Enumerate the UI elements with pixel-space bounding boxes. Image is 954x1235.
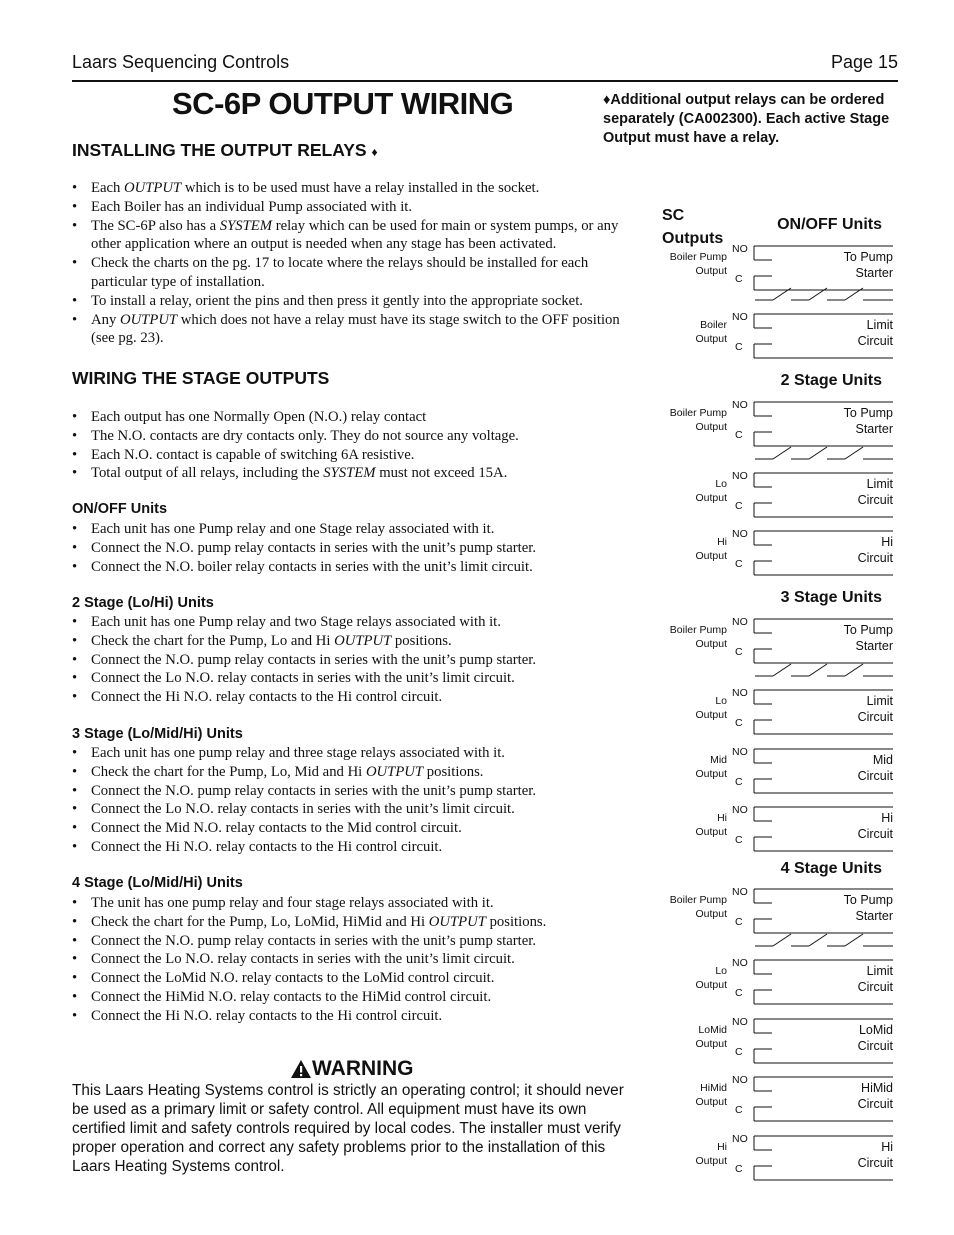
output-label-line: Output [695, 1095, 727, 1108]
bullet-text: Connect the N.O. pump relay contacts in series with the unit’s pump starter. [91, 539, 537, 556]
diamond-marker: ♦ [371, 145, 378, 159]
italic-term: OUTPUT [365, 763, 424, 780]
bullet-item [72, 651, 632, 670]
circuit-label-line: Circuit [857, 1096, 893, 1111]
c-terminal-label: C [735, 341, 743, 353]
bullet-text: Connect the Hi N.O. relay contacts to the Hi control circuit. [91, 689, 443, 706]
output-label [640, 695, 727, 722]
bullet-item [72, 838, 632, 857]
no-terminal-label: NO [732, 1133, 748, 1145]
no-terminal-label: NO [732, 957, 748, 969]
no-terminal-label: NO [732, 886, 748, 898]
bullet-text: Total output of all relays, including the [91, 465, 324, 482]
series-switch-blade [809, 288, 827, 300]
bullet-item [72, 800, 632, 819]
bullet-text: positions. [391, 632, 452, 649]
warning-title: WARNING [312, 1057, 414, 1080]
c-terminal-label: C [735, 273, 743, 285]
circuit-label-line: Limit [866, 694, 893, 708]
bullet-item [72, 558, 632, 577]
circuit-label-line: Starter [855, 421, 893, 436]
output-label-line: Lo [715, 695, 727, 707]
bullet-text: Connect the LoMid N.O. relay contacts to the LoMid control circuit. [91, 970, 495, 987]
output-label-line: Boiler Pump [669, 624, 727, 636]
circuit-label-line: Starter [855, 638, 893, 653]
bullet-item [72, 969, 632, 988]
bullet-item [72, 408, 632, 427]
output-label [640, 812, 727, 839]
bullet-text: Connect the HiMid N.O. relay contacts to the HiMid control circuit. [91, 988, 492, 1005]
output-label [640, 894, 727, 921]
circuit-label [790, 535, 893, 566]
warning-text: This Laars Heating Systems control is strictly an operating control; it should never be used as a primary limit or safety control. All equipment must have its own certified limit and safety controls required by local codes. The installer must verify proper operation and correct any safety problems prior to the installation of this Laars Heating Systems control. [72, 1082, 624, 1175]
c-terminal-label: C [735, 1104, 743, 1116]
circuit-label-line: Starter [855, 265, 893, 280]
bullet-text: Connect the N.O. pump relay contacts in series with the unit’s pump starter. [91, 782, 537, 799]
bullet-text: Connect the N.O. boiler relay contacts in series with the unit’s limit circuit. [91, 558, 533, 575]
bullet-text: The N.O. contacts are dry contacts only. They do not source any voltage. [91, 427, 519, 444]
bullet-text: Any [91, 311, 120, 328]
bullet-item [72, 819, 632, 838]
c-terminal-label: C [735, 1163, 743, 1175]
bullet-text: Connect the Lo N.O. relay contacts in series with the unit’s limit circuit. [91, 801, 515, 818]
output-label [640, 319, 727, 346]
no-terminal-label: NO [732, 687, 748, 699]
no-terminal-label: NO [732, 1016, 748, 1028]
c-terminal-label: C [735, 916, 743, 928]
output-label-line: Lo [715, 478, 727, 490]
circuit-label-line: Limit [866, 477, 893, 491]
diagram-column-header [662, 204, 723, 250]
series-switch-blade [845, 447, 863, 459]
bullet-text: Connect the Mid N.O. relay contacts to the Mid control circuit. [91, 820, 462, 837]
bullet-text: which is to be used must have a relay installed in the socket. [181, 180, 540, 196]
no-terminal-label: NO [732, 1074, 748, 1086]
circuit-label [790, 964, 893, 995]
bullet-text: To install a relay, orient the pins and then press it gently into the appropriate socket. [91, 292, 583, 309]
output-label-line: Output [695, 332, 727, 345]
wiring-heading: WIRING THE STAGE OUTPUTS [72, 368, 330, 388]
bullet-item [72, 446, 632, 465]
circuit-label-line: Circuit [857, 979, 893, 994]
c-terminal-label: C [735, 1046, 743, 1058]
circuit-label [790, 1023, 893, 1054]
no-terminal-label: NO [732, 470, 748, 482]
bullet-item [72, 311, 632, 349]
output-label-line: LoMid [698, 1024, 727, 1036]
bullet-item [72, 688, 632, 707]
italic-term: OUTPUT [119, 311, 178, 328]
circuit-label [790, 318, 893, 349]
bullet-text: positions. [423, 763, 484, 780]
italic-term: OUTPUT [428, 913, 486, 930]
bullet-text: Connect the Lo N.O. relay contacts in series with the unit’s limit circuit. [91, 951, 515, 968]
bullet-text: Check the chart for the Pump, Lo, Mid and Hi [91, 763, 366, 780]
c-terminal-label: C [735, 834, 743, 846]
diagram-section-title: 3 Stage Units [780, 589, 882, 606]
output-label [640, 1024, 727, 1051]
header-title: Laars Sequencing Controls [72, 52, 290, 72]
bullet-text: Each unit has one Pump relay and two Stage relays associated with it. [91, 614, 501, 630]
circuit-label [790, 1140, 893, 1171]
relay-note: ♦Additional output relays can be ordered separately (CA002300). Each active Stage Output must have a relay. [603, 92, 890, 146]
bullet-item [72, 632, 632, 651]
series-switch-blade [845, 664, 863, 676]
series-switch-blade [773, 664, 791, 676]
c-terminal-label: C [735, 429, 743, 441]
page-title: SC-6P OUTPUT WIRING [172, 86, 514, 121]
c-terminal-label: C [735, 500, 743, 512]
series-switch-blade [809, 664, 827, 676]
output-label-line: Output [695, 637, 727, 650]
circuit-label-line: To Pump [843, 893, 893, 907]
output-label [640, 965, 727, 992]
circuit-label-line: Circuit [857, 492, 893, 507]
bullet-text: Each output has one Normally Open (N.O.) relay contact [91, 409, 427, 425]
bullet-item [72, 254, 632, 292]
circuit-label-line: Circuit [857, 826, 893, 841]
bullet-item [72, 198, 632, 217]
bullet-text: Each unit has one pump relay and three stage relays associated with it. [91, 745, 505, 761]
circuit-label-line: HiMid [861, 1081, 893, 1095]
series-switch-blade [809, 447, 827, 459]
circuit-label-line: Circuit [857, 333, 893, 348]
circuit-label-line: Mid [872, 753, 893, 767]
circuit-label [790, 406, 893, 437]
output-label-line: Boiler Pump [669, 251, 727, 263]
diagram-section-title: 4 Stage Units [780, 860, 882, 877]
bullet-text: Connect the N.O. pump relay contacts in series with the unit’s pump starter. [91, 932, 537, 949]
circuit-label [790, 753, 893, 784]
bullet-item [72, 932, 632, 951]
circuit-label-line: Circuit [857, 709, 893, 724]
bullet-text: Check the chart for the Pump, Lo, LoMid, HiMid and Hi [91, 913, 429, 930]
output-label-line: Output [695, 825, 727, 838]
no-terminal-label: NO [732, 616, 748, 628]
warning-heading [290, 1057, 414, 1081]
circuit-label [790, 893, 893, 924]
bullet-text: must not exceed 15A. [375, 465, 508, 482]
circuit-label [790, 811, 893, 842]
no-terminal-label: NO [732, 804, 748, 816]
bullet-text: The unit has one pump relay and four stage relays associated with it. [91, 895, 494, 911]
circuit-label-line: Circuit [857, 768, 893, 783]
output-label-line: Output [695, 549, 727, 562]
diagram-header-line1: SC [662, 207, 685, 224]
output-label-line: Output [695, 907, 727, 920]
output-label [640, 251, 727, 278]
bullet-text: Connect the Lo N.O. relay contacts in series with the unit’s limit circuit. [91, 670, 515, 687]
italic-term: SYSTEM [323, 465, 376, 482]
series-switch-blade [845, 934, 863, 946]
output-label [640, 624, 727, 651]
output-label-line: Output [695, 708, 727, 721]
bullet-text: The SC-6P also has a [91, 217, 220, 234]
output-label-line: Output [695, 491, 727, 504]
circuit-label [790, 477, 893, 508]
stage4-list [72, 894, 632, 1026]
bullet-item [72, 950, 632, 969]
onoff-list [72, 520, 632, 576]
stage4-heading: 4 Stage (Lo/Mid/Hi) Units [72, 875, 243, 891]
output-label [640, 407, 727, 434]
bullet-text: Connect the Hi N.O. relay contacts to the Hi control circuit. [91, 1007, 443, 1024]
installing-list [72, 179, 632, 348]
circuit-label [790, 694, 893, 725]
circuit-label-line: Hi [881, 811, 893, 825]
series-switch-blade [845, 288, 863, 300]
wiring-list [72, 408, 632, 483]
bullet-item [72, 427, 632, 446]
output-label-line: Output [695, 1154, 727, 1167]
bullet-item [72, 763, 632, 782]
circuit-label-line: Hi [881, 535, 893, 549]
stage3-list [72, 744, 632, 857]
diagram-header-line2: Outputs [662, 230, 724, 247]
page-number: Page 15 [830, 52, 898, 72]
series-switch-blade [773, 447, 791, 459]
bullet-text: Check the charts on the pg. 17 to locate where the relays should be installed for each particular type of installation. [91, 255, 589, 290]
bullet-item [72, 520, 632, 539]
output-label-line: Mid [710, 754, 727, 766]
circuit-label [790, 1081, 893, 1112]
series-switch-blade [809, 934, 827, 946]
c-terminal-label: C [735, 646, 743, 658]
output-label-line: Output [695, 978, 727, 991]
bullet-text: which does not have a relay must have its stage switch to the OFF position (see pg. 23). [91, 311, 620, 347]
warning-triangle-icon [290, 1059, 312, 1079]
no-terminal-label: NO [732, 746, 748, 758]
output-label-line: Hi [717, 1141, 727, 1153]
series-switch-blade [773, 288, 791, 300]
stage3-heading: 3 Stage (Lo/Mid/Hi) Units [72, 726, 243, 742]
circuit-label-line: To Pump [843, 406, 893, 420]
no-terminal-label: NO [732, 399, 748, 411]
bullet-item [72, 464, 632, 483]
bullet-text: Each N.O. contact is capable of switching 6A resistive. [91, 446, 415, 463]
output-label-line: Output [695, 420, 727, 433]
output-label-line: HiMid [700, 1082, 727, 1094]
bullet-text: Each Boiler has an individual Pump associated with it. [91, 198, 413, 215]
output-label [640, 478, 727, 505]
installing-heading [72, 140, 378, 161]
bullet-text: positions. [485, 913, 547, 930]
c-terminal-label: C [735, 717, 743, 729]
diagram-section-title: ON/OFF Units [777, 216, 882, 233]
circuit-label-line: LoMid [858, 1023, 893, 1037]
circuit-label [790, 250, 893, 281]
onoff-heading: ON/OFF Units [72, 501, 168, 517]
bullet-text: Connect the N.O. pump relay contacts in series with the unit’s pump starter. [91, 651, 537, 668]
stage2-heading: 2 Stage (Lo/Hi) Units [72, 595, 214, 611]
output-label-line: Boiler Pump [669, 407, 727, 419]
bullet-item [72, 913, 632, 932]
output-label [640, 1141, 727, 1168]
output-label-line: Boiler [700, 319, 727, 331]
bullet-text: Each unit has one Pump relay and one Stage relay associated with it. [91, 521, 495, 537]
italic-term: OUTPUT [124, 180, 182, 196]
output-label-line: Output [695, 264, 727, 277]
header-rule [72, 80, 898, 82]
circuit-label-line: Circuit [857, 1038, 893, 1053]
bullet-item [72, 292, 632, 311]
circuit-label-line: Circuit [857, 1155, 893, 1170]
bullet-item [72, 179, 632, 198]
italic-term: SYSTEM [219, 217, 273, 234]
circuit-label-line: Hi [881, 1140, 893, 1154]
output-label-line: Hi [717, 536, 727, 548]
bullet-item [72, 744, 632, 763]
circuit-label-line: Circuit [857, 550, 893, 565]
italic-term: OUTPUT [334, 632, 392, 649]
bullet-item [72, 894, 632, 913]
output-label-line: Output [695, 1037, 727, 1050]
output-label [640, 1082, 727, 1109]
output-label-line: Hi [717, 812, 727, 824]
no-terminal-label: NO [732, 311, 748, 323]
no-terminal-label: NO [732, 528, 748, 540]
output-label [640, 754, 727, 781]
bullet-text: relay which can be used for main or system pumps, or any other application where an output is needed when any stage has been activated. [91, 217, 619, 253]
bullet-item [72, 1007, 632, 1026]
bullet-item [72, 669, 632, 688]
installing-heading-text: INSTALLING THE OUTPUT RELAYS [72, 140, 367, 160]
circuit-label [790, 623, 893, 654]
bullet-item [72, 539, 632, 558]
no-terminal-label: NO [732, 243, 748, 255]
output-label-line: Boiler Pump [669, 894, 727, 906]
bullet-text: Each [91, 180, 125, 196]
circuit-label-line: Limit [866, 318, 893, 332]
c-terminal-label: C [735, 987, 743, 999]
output-label-line: Output [695, 767, 727, 780]
output-label-line: Lo [715, 965, 727, 977]
bullet-item [72, 782, 632, 801]
c-terminal-label: C [735, 776, 743, 788]
bullet-item [72, 217, 632, 255]
c-terminal-label: C [735, 558, 743, 570]
series-switch-blade [773, 934, 791, 946]
circuit-label-line: To Pump [843, 623, 893, 637]
stage2-list [72, 613, 632, 707]
output-label [640, 536, 727, 563]
bullet-text: Check the chart for the Pump, Lo and Hi [91, 632, 335, 649]
circuit-label-line: Starter [855, 908, 893, 923]
bullet-item [72, 988, 632, 1007]
bullet-item [72, 613, 632, 632]
diagram-section-title: 2 Stage Units [780, 372, 882, 389]
bullet-text: Connect the Hi N.O. relay contacts to the Hi control circuit. [91, 838, 443, 855]
circuit-label-line: Limit [866, 964, 893, 978]
circuit-label-line: To Pump [843, 250, 893, 264]
